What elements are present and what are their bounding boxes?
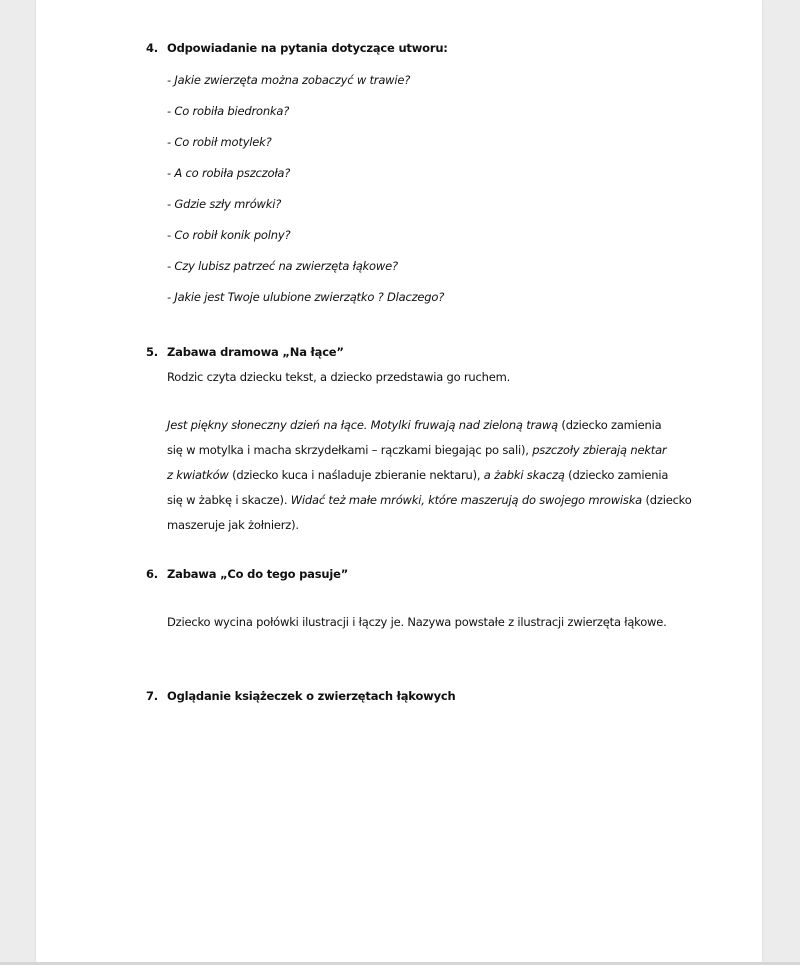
- drama-text-normal: maszeruje jak żołnierz).: [167, 518, 299, 532]
- section-5-intro: Rodzic czyta dziecku tekst, a dziecko przedstawia go ruchem.: [167, 370, 511, 384]
- section-6-number: 6.: [146, 567, 158, 581]
- drama-text-italic: Jest piękny słoneczny dzień na łące. Motylki fruwają nad zieloną trawą: [167, 418, 558, 432]
- drama-text-normal: (dziecko zamienia: [564, 468, 669, 482]
- drama-text-normal: się w motylka i macha skrzydełkami – rączkami biegając po sali),: [167, 443, 529, 457]
- drama-text-line-5: [167, 518, 299, 532]
- drama-text-normal: (dziecko: [642, 493, 692, 507]
- section-6-title: Zabawa „Co do tego pasuje”: [167, 567, 349, 581]
- question-5: - Gdzie szły mrówki?: [167, 197, 282, 211]
- section-4-title: Odpowiadanie na pytania dotyczące utworu:: [167, 41, 448, 55]
- question-2: - Co robiła biedronka?: [167, 104, 290, 118]
- question-1: - Jakie zwierzęta można zobaczyć w trawie?: [167, 73, 411, 87]
- drama-text-normal: (dziecko zamienia: [557, 418, 662, 432]
- drama-text-line-4: [167, 493, 692, 507]
- section-4-number: 4.: [146, 41, 158, 55]
- document-page: [36, 0, 762, 962]
- question-7: - Czy lubisz patrzeć na zwierzęta łąkowe?: [167, 259, 398, 273]
- question-3: - Co robił motylek?: [167, 135, 272, 149]
- question-4: - A co robiła pszczoła?: [167, 166, 291, 180]
- section-7-number: 7.: [146, 689, 158, 703]
- question-6: - Co robił konik polny?: [167, 228, 291, 242]
- drama-text-line-2: [167, 443, 666, 457]
- drama-text-italic: pszczoły zbierają nektar: [528, 443, 667, 457]
- question-8: - Jakie jest Twoje ulubione zwierzątko ? Dlaczego?: [167, 290, 445, 304]
- drama-text-normal: się w żabkę i skacze).: [167, 493, 291, 507]
- section-5-title: Zabawa dramowa „Na łące”: [167, 345, 344, 359]
- section-7-title: Oglądanie książeczek o zwierzętach łąkowych: [167, 689, 456, 703]
- section-6-text: Dziecko wycina połówki ilustracji i łączy je. Nazywa powstałe z ilustracji zwierzęta łąkowe.: [167, 615, 667, 629]
- drama-text-line-3: [167, 468, 668, 482]
- drama-text-normal: (dziecko kuca i naśladuje zbieranie nektaru),: [228, 468, 484, 482]
- drama-text-line-1: [167, 418, 661, 432]
- section-5-number: 5.: [146, 345, 158, 359]
- drama-text-italic: a żabki skaczą: [483, 468, 565, 482]
- drama-text-italic: Widać też małe mrówki, które maszerują do swojego mrowiska: [290, 493, 643, 507]
- drama-text-italic: z kwiatków: [167, 468, 229, 482]
